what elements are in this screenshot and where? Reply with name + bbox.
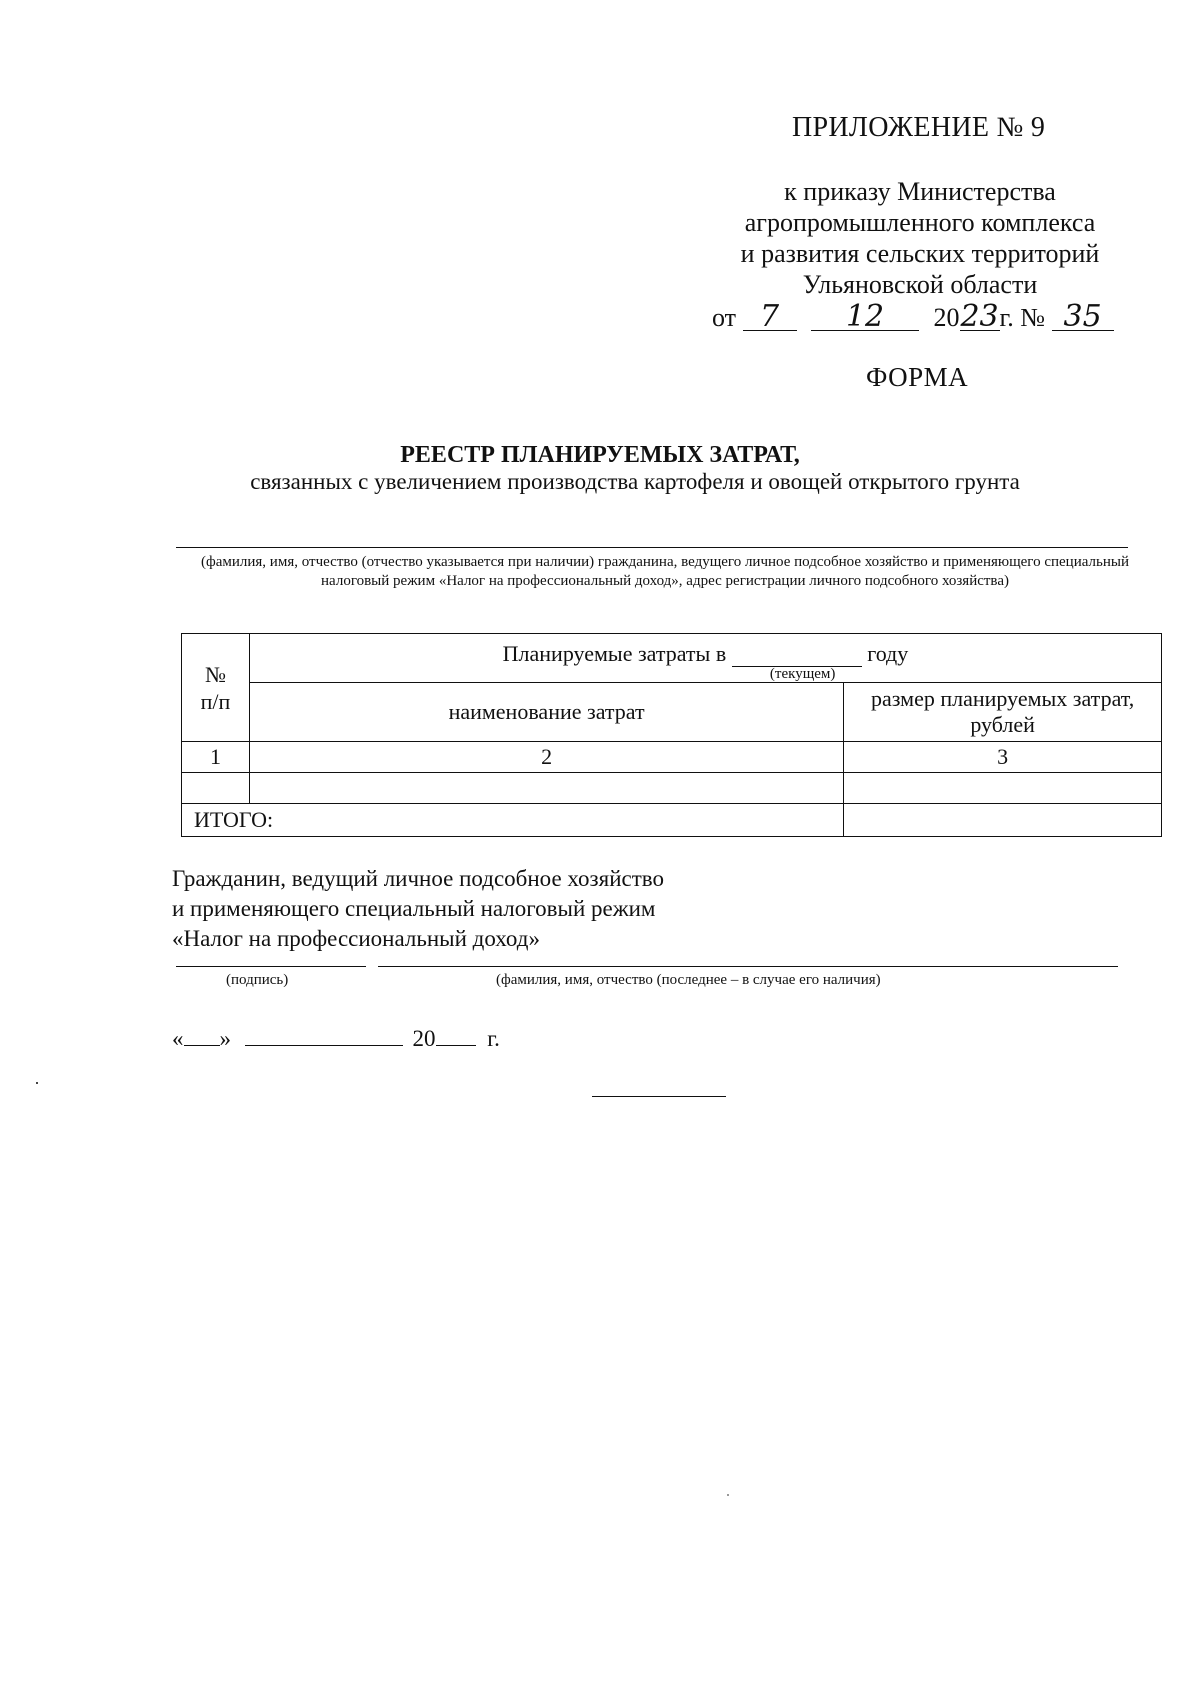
year-label: году: [867, 641, 909, 666]
year-unit: г. №: [999, 303, 1046, 332]
total-label: ИТОГО:: [182, 804, 844, 837]
order-line: агропромышленного комплекса: [744, 208, 1096, 237]
empty-cell: [249, 773, 843, 804]
expenses-table: [181, 633, 1162, 837]
scan-speck: [727, 1494, 729, 1496]
year-prefix: 20: [933, 303, 960, 332]
column-name-header: наименование затрат: [249, 683, 843, 742]
month-blank: [245, 1025, 403, 1046]
total-value-cell: [844, 804, 1162, 837]
person-caption: (фамилия, имя, отчество (отчество указывается при наличии) гражданина, ведущего личное подсобное хозяйство и применяющего специальный налоговый режим «Налог на профессиональный доход», адрес регистрации личного подсобного хозяйства): [201, 554, 1129, 589]
document-title: РЕЕСТР ПЛАНИРУЕМЫХ ЗАТРАТ,: [400, 442, 800, 468]
date-close-quote: »: [219, 1026, 231, 1051]
signer-block: [172, 864, 664, 954]
index-cell: 3: [844, 742, 1162, 773]
year-blank: [732, 646, 862, 667]
handwritten-order-number: 35: [1052, 304, 1114, 331]
end-divider: [592, 1096, 726, 1097]
order-reference: [700, 176, 1140, 300]
handwritten-month: 12: [811, 304, 919, 331]
date-open-quote: «: [172, 1026, 184, 1051]
signer-line: и применяющего специальный налоговый режим: [172, 896, 656, 921]
scan-speck: [36, 1082, 38, 1084]
signing-date: [172, 1025, 500, 1052]
column-number-header: № п/п: [182, 634, 250, 742]
appendix-heading: ПРИЛОЖЕНИЕ № 9: [792, 112, 1046, 143]
person-fill-line: [176, 547, 1128, 548]
empty-cell: [182, 773, 250, 804]
order-line: к приказу Министерства: [784, 177, 1056, 206]
index-cell: 2: [249, 742, 843, 773]
signature-line: [176, 966, 366, 967]
index-cell: 1: [182, 742, 250, 773]
date-prefix: от: [712, 303, 737, 332]
planned-expenses-header: [249, 634, 1161, 683]
year-blank-bottom: [436, 1025, 476, 1046]
signature-caption: (подпись): [226, 972, 289, 988]
name-line: [378, 966, 1118, 967]
order-line: и развития сельских территорий: [740, 239, 1100, 268]
day-blank: [184, 1025, 220, 1046]
signer-line: Гражданин, ведущий личное подсобное хозяйство: [172, 866, 664, 891]
order-line: Ульяновской области: [802, 270, 1038, 299]
handwritten-day: 7: [743, 304, 797, 331]
year-prefix-label: 20: [412, 1026, 436, 1051]
planned-label: Планируемые затраты в: [502, 641, 727, 666]
year-hint: (текущем): [769, 666, 836, 682]
order-date: [712, 299, 1114, 334]
document-subtitle: связанных с увеличением производства картофеля и овощей открытого грунта: [250, 469, 1020, 494]
form-label: ФОРМА: [866, 362, 969, 392]
handwritten-year: 23: [960, 299, 999, 334]
empty-cell: [844, 773, 1162, 804]
year-unit-label: г.: [487, 1026, 500, 1051]
name-caption: (фамилия, имя, отчество (последнее – в случае его наличия): [496, 972, 881, 988]
column-amount-header: размер планируемых затрат, рублей: [844, 683, 1162, 742]
signer-line: «Налог на профессиональный доход»: [172, 926, 540, 951]
table-row: [182, 773, 1162, 804]
